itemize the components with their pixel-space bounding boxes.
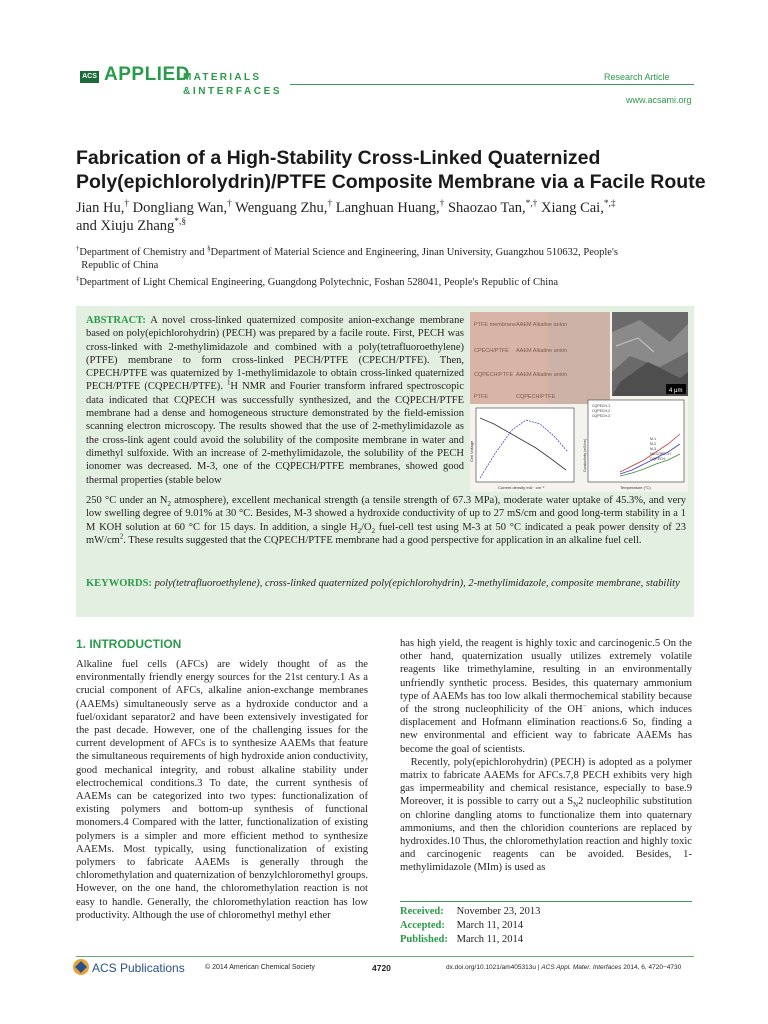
photo-label-1: PTFE membrane <box>474 322 516 328</box>
footer-publisher: ACS Publications <box>92 961 185 975</box>
toc-graphic <box>470 312 688 492</box>
plot2-legend-2: CQPECH-2 <box>592 409 611 413</box>
dates-rule <box>400 901 692 902</box>
article-type-label: Research Article <box>604 72 670 82</box>
plot2-legend-b-2: M-2 <box>650 442 657 446</box>
plot2-legend-3: CQPECH-3 <box>592 414 611 418</box>
affiliations <box>76 246 706 289</box>
author-affiliation-mark: *,§ <box>174 217 187 228</box>
header-rule <box>290 84 694 85</box>
scale-bar-label: 4 μm <box>669 388 683 394</box>
author-name: Shaozao Tan,*,† <box>447 199 538 216</box>
author-affiliation-mark: † <box>124 199 130 210</box>
section-heading-introduction: 1. INTRODUCTION <box>76 637 182 651</box>
author-affiliation-mark: † <box>227 199 232 210</box>
footer-rule <box>76 956 694 957</box>
plot1-xlabel: Current density mA · cm⁻² <box>498 485 545 490</box>
footer-doi[interactable]: dx.doi.org/10.1021/am405313u | ACS Appl. Mater. Interfaces 2014, 6, 4720−4730 <box>446 964 682 971</box>
published-date <box>400 933 692 947</box>
received-date <box>400 905 692 919</box>
author-name: and Xiuju Zhang*,§ <box>76 217 187 234</box>
plot2-legend-b-1: M-1 <box>650 437 657 441</box>
plot2-legend-b-4: Na-CQPECH <box>650 452 671 456</box>
photo-label-4: AAEM Alkaline anion <box>516 348 568 354</box>
footer-page-number: 4720 <box>372 963 391 973</box>
photo-label-7: PTFE <box>474 394 489 400</box>
plot2-legend-b-5: CQPECH <box>650 457 665 461</box>
polarization-plot <box>476 408 574 482</box>
published-value: March 11, 2014 <box>456 934 524 945</box>
author-affiliation-mark: *,† <box>525 199 538 210</box>
received-label: Received: <box>400 906 444 917</box>
acs-publications-icon <box>72 958 90 976</box>
author-name: Dongliang Wan,† <box>132 199 232 216</box>
author-affiliation-mark: † <box>439 199 445 210</box>
keywords <box>86 577 686 590</box>
author-list <box>76 199 706 235</box>
author-affiliation-mark: † <box>327 199 333 210</box>
photo-label-6: AAEM Alkaline anion <box>516 372 568 378</box>
accepted-label: Accepted: <box>400 920 445 931</box>
journal-logo-materials: MATERIALS <box>183 72 262 83</box>
plot2-legend-1: CQPECH-1 <box>592 404 611 408</box>
footer-copyright: © 2014 American Chemical Society <box>205 964 315 971</box>
acs-logo-badge: ACS <box>80 71 99 83</box>
plot2-ylabel: Conductivity (mS/cm) <box>583 438 587 472</box>
body-column-2: has high yield, the reagent is highly toxic and carcinogenic.5 On the other hand, quaternization usually utilizes extremely volatile reagents like trimethylamine, resulting in an environmentally unfriendly synthetic process. Besides, this quaternary ammonium type of AAEMs has too low alkali thermochemical stability because of the strong nucleophilicity of the OH− anions, which induces displacement and Hofmann elimination reactions.6 So, finding a new environmental and efficient way to fabricate AAEMs has become the goal of scientists. Recently, poly(epichlorohydrin) (PECH) is adopted as a polymer matrix to fabricate AAEMs for AFCs.7,8 PECH exhibits very high gas impermeability and chemical resistance, especially to base.9 Moreover, it is possible to carry out a $S_N2$ nucleophilic substitution on chlorine dangling atoms to functionalize them into quaternary ammoniums, and then the chloridion counterions are replaced by hydroxides.10 Thus, the chloromethylation reaction and highly toxic and carcinogenic reagents can be avoided. Besides, 1-methylimidazole (MIm) is used as <box>400 638 692 874</box>
article-title: Fabrication of a High-Stability Cross-Linked Quaternized Poly(epichlorolydrin)/PTFE Composite Membrane via a Facile Route <box>76 147 706 193</box>
affiliation-1: †Department of Chemistry and §Department of Material Science and Engineering, Jinan University, Guangzhou 510632, People's Republic of China <box>76 245 618 271</box>
journal-logo-applied: APPLIED <box>104 64 190 85</box>
author-name: Wenguang Zhu,† <box>235 199 333 216</box>
abstract-label: ABSTRACT: <box>86 315 146 326</box>
author-name: Xiang Cai,*,‡ <box>541 199 616 216</box>
journal-url-link[interactable]: www.acsami.org <box>626 95 692 105</box>
photo-label-3: CPECH/PTFE <box>474 348 509 354</box>
author-name: Langhuan Huang,† <box>335 199 445 216</box>
accepted-value: March 11, 2014 <box>456 920 524 931</box>
abstract-text-wide: 250 °C under an $N_2$ atmosphere), excellent mechanical strength (a tensile strength of 67.3 MPa), moderate water uptake of 45.3%, and very low swelling degree of 9.01% at 30 °C. Besides, M-3 showed a hydroxide conductivity of up to 27 mS/cm and good long-term stability in a 1 M KOH solution at 60 °C for 15 days. In addition, a single $H_2/O_2$ fuel-cell test using M-3 at 50 °C indicated a peak power density of 23 $mW/cm^2$. These results suggested that the CQPECH/PTFE membrane had a good perspective for application in an alkaline fuel cell. <box>86 495 686 546</box>
plot2-xlabel: Temperature (°C) <box>620 485 651 490</box>
received-value: November 23, 2013 <box>456 906 541 917</box>
abstract-body: A novel cross-linked quaternized composite anion-exchange membrane based on poly(epichlorohydrin) (PECH) was prepared by a facile route. First, PECH was cross-linked with 2-methylimidazole and combined with a poly(tetrafluoroethylene) (PTFE) membrane to form cross-linked PECH/PTFE (CPECH/PTFE). Then, CPECH/PTFE was quaternized by 1-methylimidazole to obtain cross-linked quaternized PECH/PTFE (CQPECH/PTFE). $^1$H NMR and Fourier transform infrared spectroscopic data indicated that CQPECH was successfully synthesized, and the CQPECH/PTFE membrane had a dense and homogeneous structure demonstrated by the field-emission scanning electron microscopy. The results showed that the use of 2-methylimidazole as the cross-link agent could avoid the solubility of the composite membrane in water and dimethyl sulfoxide. With an increase of 2-methylimidazole, the solubility of the PECH ionomer was decreased. M-3, one of the CQPECH/PTFE membranes, showed good thermal properties (stable below <box>86 315 465 486</box>
abstract-text-narrow <box>86 314 464 487</box>
photo-label-5: CQPECH/PTFE <box>474 372 514 378</box>
published-label: Published: <box>400 934 448 945</box>
keywords-label: KEYWORDS: <box>86 578 152 589</box>
keywords-list: poly(tetrafluoroethylene), cross-linked quaternized poly(epichlorohydrin), 2-methylimidazole, composite membrane, stability <box>154 578 680 589</box>
journal-logo-interfaces: &INTERFACES <box>183 86 283 97</box>
photo-label-8: CQPECH/PTFE <box>516 394 556 400</box>
photo-label-2: AAEM Alkaline anion <box>516 322 568 328</box>
body-column-1: Alkaline fuel cells (AFCs) are widely thought of as the environmentally friendly energy sources for the 21st century.1 As a crucial component of AFCs, alkaline anion-exchange membranes (AAEMs) simultaneously serve as a hydroxide conductor and a fuel/oxidant separator2 and have been extensively investigated for the past decade. However, one of the challenging issues for the current development of AFCs is to synthesize AAEMs that feature the simultaneous requirements of high hydroxide anion conductivity, good mechanical integrity, and robust alkaline stability under electrochemical conditions.3 To date, the current synthesis of AAEMs can be categorized into two types: functionalization of existing polymers and bottom-up synthesis of functional monomers.4 Compared with the latter, functionalization of existing polymers is a simpler and more efficient method to synthesize AAEMs. Most typically, using functionalization of existing polymers to fabricate AAEMs is generally through the chloromethylation and quaternization of benzylchloromethyl groups. However, on the one hand, the chloromethylation reaction is not easy to handle. Generally, the chloromethylation reaction has low productivity. Although the use of chloromethyl methyl ether <box>76 659 368 921</box>
author-name: Jian Hu,† <box>76 199 130 216</box>
author-affiliation-mark: *,‡ <box>603 199 616 210</box>
accepted-date <box>400 919 692 933</box>
affiliation-2: ‡Department of Light Chemical Engineering, Guangdong Polytechnic, Foshan 528041, People's Republic of China <box>76 275 559 288</box>
publication-dates <box>400 905 692 947</box>
plot2-legend-b-3: M-3 <box>650 447 657 451</box>
plot1-ylabel: Cell Voltage <box>469 440 474 462</box>
